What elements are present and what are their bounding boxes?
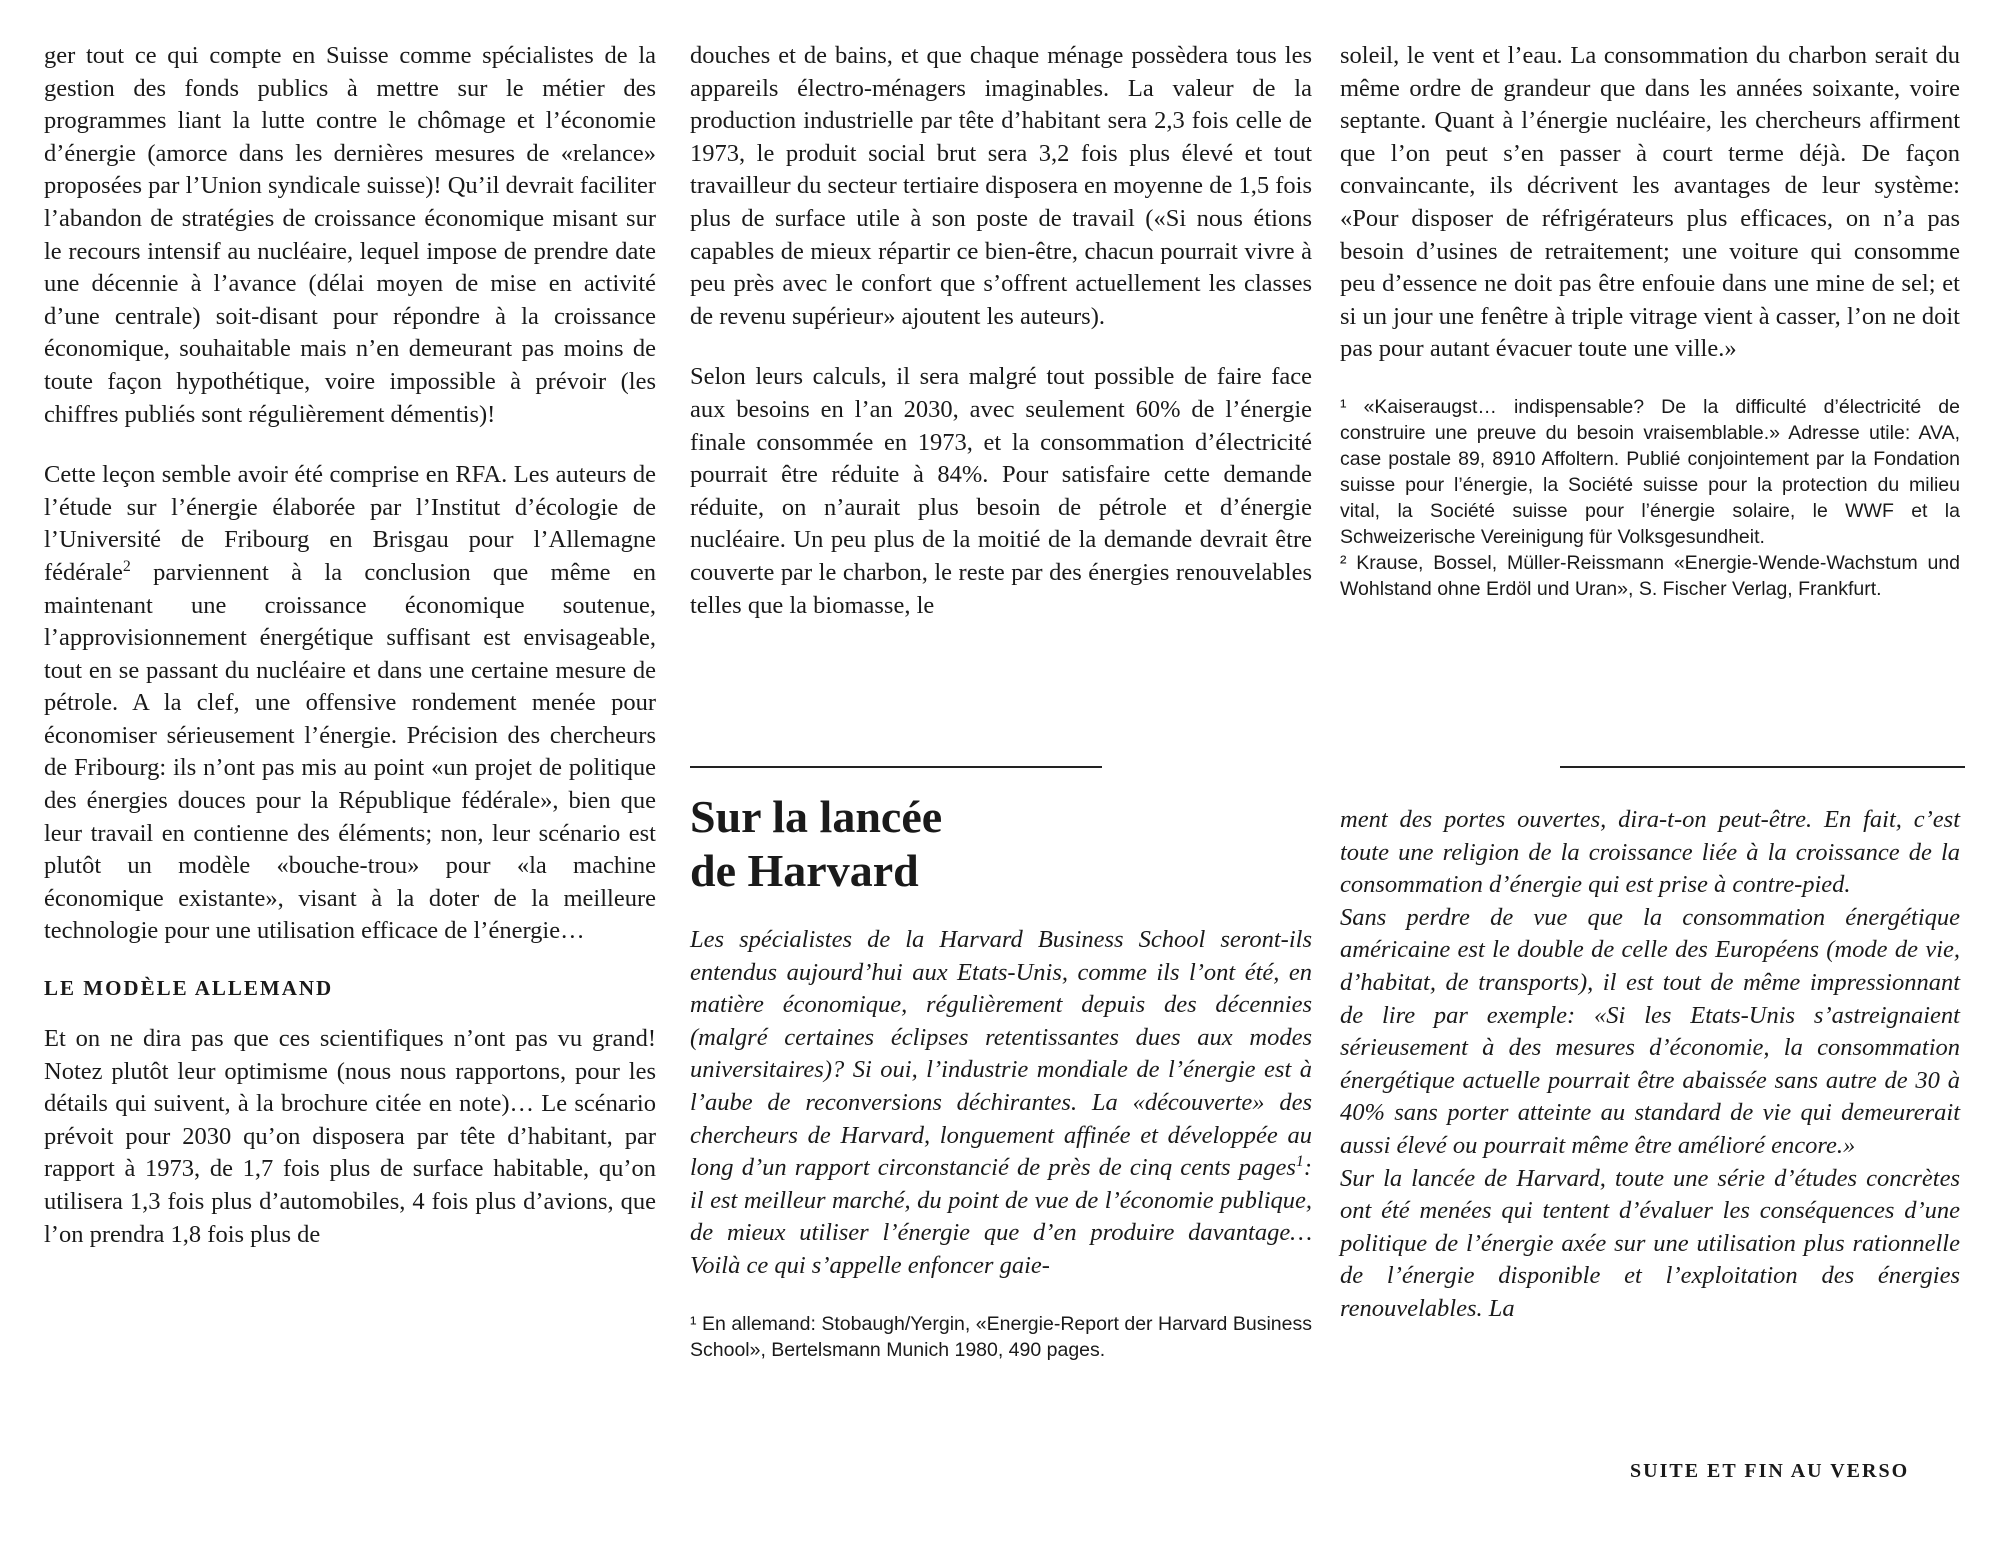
headline-line-1: Sur la lancée bbox=[690, 791, 943, 842]
column-middle bbox=[690, 40, 1312, 650]
paragraph-calculations: Selon leurs calculs, il sera malgré tout possible de faire face aux besoins en l’an 2030, avec seulement 60% de l’énergie finale consommée en 1973, et la consommation d’électricité pourrait être réduite à 84%. Pour satisfaire cette demande réduite, on n’aurait plus besoin de pétrole et d’énergie nucléaire. Un peu plus de la moitié de la demande devrait être couverte par le charbon, le reste par des énergies renouvelables telles que la biomasse, le bbox=[690, 363, 1312, 619]
continued-on-reverse: SUITE ET FIN AU VERSO bbox=[1630, 1460, 1910, 1482]
footnote-1: ¹ «Kaiseraugst… indispensable? De la difficulté d’électricité de construire une preuve du besoin vraisemblable.» Adresse utile: AVA, case postale 89, 8910 Affoltern. Publié conjointement par la Fondation suisse pour l’énergie, la Société suisse pour la protection du milieu vital, la Société suisse pour l’énergie solaire, le WWF et la Schweizerische Vereinigung für Volksgesundheit. bbox=[1340, 395, 1960, 548]
paragraph-rfa bbox=[44, 459, 656, 948]
paragraph-rfa-part1: Cette leçon semble avoir été comprise en RFA. Les auteurs de l’étude sur l’énergie élaborée par l’Institut d’écologie de l’Université de Fribourg en Brisgau pour l’Allemagne fédérale bbox=[44, 461, 656, 586]
continued-paragraph-2: Sans perdre de vue que la consommation énergétique américaine est le double de celle des Européens (mode de vie, d’habitat, de transports), il est tout de même impressionnant de lire par exemple: «Si les Etats-Unis s’astreignaient sérieusement à des mesures d’économie, la consommation énergétique actuelle pourrait être abaissée sans autre de 30 à 40% sans porter atteinte au standard de vie qui demeurerait aussi élevé ou pourrait même être amélioré encore.» bbox=[1340, 903, 1960, 1159]
column-right bbox=[1340, 40, 1960, 602]
divider-rule-right bbox=[1560, 766, 1965, 768]
footnote-2: ² Krause, Bossel, Müller-Reissmann «Energie-Wende-Wachstum und Wohlstand ohne Erdöl und Uran», S. Fischer Verlag, Frankfurt. bbox=[1340, 551, 1960, 600]
section-heading: LE MODÈLE ALLEMAND bbox=[44, 976, 334, 1001]
paragraph-rfa-part2: parviennent à la conclusion que même en maintenant une croissance économique soutenue, l’approvisionnement énergétique suffisant est envisageable, tout en se passant du nucléaire et dans une certaine mesure de pétrole. A la clef, une offensive rondement menée pour économiser sérieusement l’énergie. Précision des chercheurs de Fribourg: ils n’ont pas mis au point «un projet de politique des énergies douces pour la République fédérale», bien que leur travail en contienne des éléments; non, leur scénario est plutôt un modèle «bouche-trou» pour «la machine économique existante», visant à la doter de la meilleure technologie pour une utilisation efficace de l’énergie… bbox=[44, 558, 656, 945]
article-lead-part2: : il est meilleur marché, du point de vue de l’économie publique, de mieux utiliser l’énergie que d’en produire davantage… Voilà ce qui s’appelle enfoncer gaie- bbox=[690, 1154, 1312, 1279]
footnote-ref-1: 1 bbox=[1295, 1153, 1304, 1170]
paragraph-model: Et on ne dira pas que ces scientifiques n’ont pas vu grand! Notez plutôt leur optimisme (nous nous rapportons, pour les détails qui suivent, à la brochure citée en note)… Le scénario prévoit pour 2030 qu’on disposera par tête d’habitant, par rapport à 1973, de 1,7 fois plus de surface habitable, qu’on utilisera 1,3 fois plus d’automobiles, 4 fois plus d’avions, que l’on prendra 1,8 fois plus de bbox=[44, 1025, 656, 1248]
column-left bbox=[44, 40, 656, 1279]
paragraph-system: soleil, le vent et l’eau. La consommation du charbon serait du même ordre de grandeur que dans les années soixante, voire septante. Quant à l’énergie nucléaire, les chercheurs affirment que l’on peut s’en passer à court terme déjà. De façon convaincante, ils décrivent les avantages de leur système: «Pour disposer de réfrigérateurs plus efficaces, on n’a pas besoin d’usines de retraitement; une voiture qui consomme peu d’essence ne doit pas être enfouie dans une mine de sel; et si un jour une fenêtre à triple vitrage vient à casser, l’on ne doit pas pour autant évacuer toute une ville.» bbox=[1340, 42, 1960, 363]
paragraph-intro: ger tout ce qui compte en Suisse comme spécialistes de la gestion des fonds publics à mettre sur le métier des programmes liant la lutte contre le chômage et l’économie d’énergie (amorce dans les dernières mesures de «relance» proposées par l’Union syndicale suisse)! Qu’il devrait faciliter l’abandon de stratégies de croissance économique misant sur le recours intensif au nucléaire, lequel impose de prendre date une décennie à l’avance (délai moyen de mise en activité d’une centrale) soit-disant pour répondre à la croissance économique, souhaitable mais n’en demeurant pas moins de toute façon hypothétique, voire impossible à prévoir (les chiffres publiés sont régulièrement démentis)! bbox=[44, 42, 656, 428]
article-lead-part1: Les spécialistes de la Harvard Business School seront-ils entendus aujourd’hui aux Etats-Unis, comme ils l’ont été, en matière économique, régulièrement depuis des décennies (malgré certaines éclipses retentissantes dues aux modes universitaires)? Si oui, l’industrie mondiale de l’énergie est à l’aube de reconversions déchirantes. La «découverte» des chercheurs de Harvard, longuement affinée et développée au long d’un rapport circonstancié de près de cinq cents pages bbox=[690, 926, 1312, 1182]
paragraph-scenario: douches et de bains, et que chaque ménage possèdera tous les appareils électro-ménagers imaginables. La valeur de la production industrielle par tête d’habitant sera 2,3 fois celle de 1973, le produit social brut sera 3,2 fois plus élevé et tout travailleur du secteur tertiaire disposera en moyenne de 1,5 fois plus de surface utile à son poste de travail («Si nous étions capables de mieux répartir ce bien-être, chacun pourrait vivre à peu près avec le confort que s’offrent actuellement les classes de revenu supérieur» ajoutent les auteurs). bbox=[690, 42, 1312, 330]
footnote-harvard: ¹ En allemand: Stobaugh/Yergin, «Energie-Report der Harvard Business School», Bertelsmann Munich 1980, 490 pages. bbox=[690, 1312, 1312, 1361]
headline-line-2: de Harvard bbox=[690, 845, 919, 896]
article-harvard bbox=[690, 790, 1312, 1363]
article-continued bbox=[1340, 804, 1960, 1326]
article-lead bbox=[690, 924, 1312, 1283]
article-headline bbox=[690, 790, 1312, 898]
continued-paragraph-3: Sur la lancée de Harvard, toute une série d’études concrètes ont été menées qui tentent d’évaluer les conséquences d’une politique de l’énergie axée sur une utilisation plus rationnelle de l’énergie disponible et l’exploitation des énergies renouvelables. La bbox=[1340, 1164, 1960, 1322]
divider-rule-middle bbox=[690, 766, 1102, 768]
continued-paragraph-1: ment des portes ouvertes, dira-t-on peut-être. En fait, c’est toute une religion de la croissance liée à la croissance de la consommation d’énergie qui est prise à contre-pied. bbox=[1340, 806, 1960, 899]
footnote-ref-2: 2 bbox=[122, 557, 131, 575]
